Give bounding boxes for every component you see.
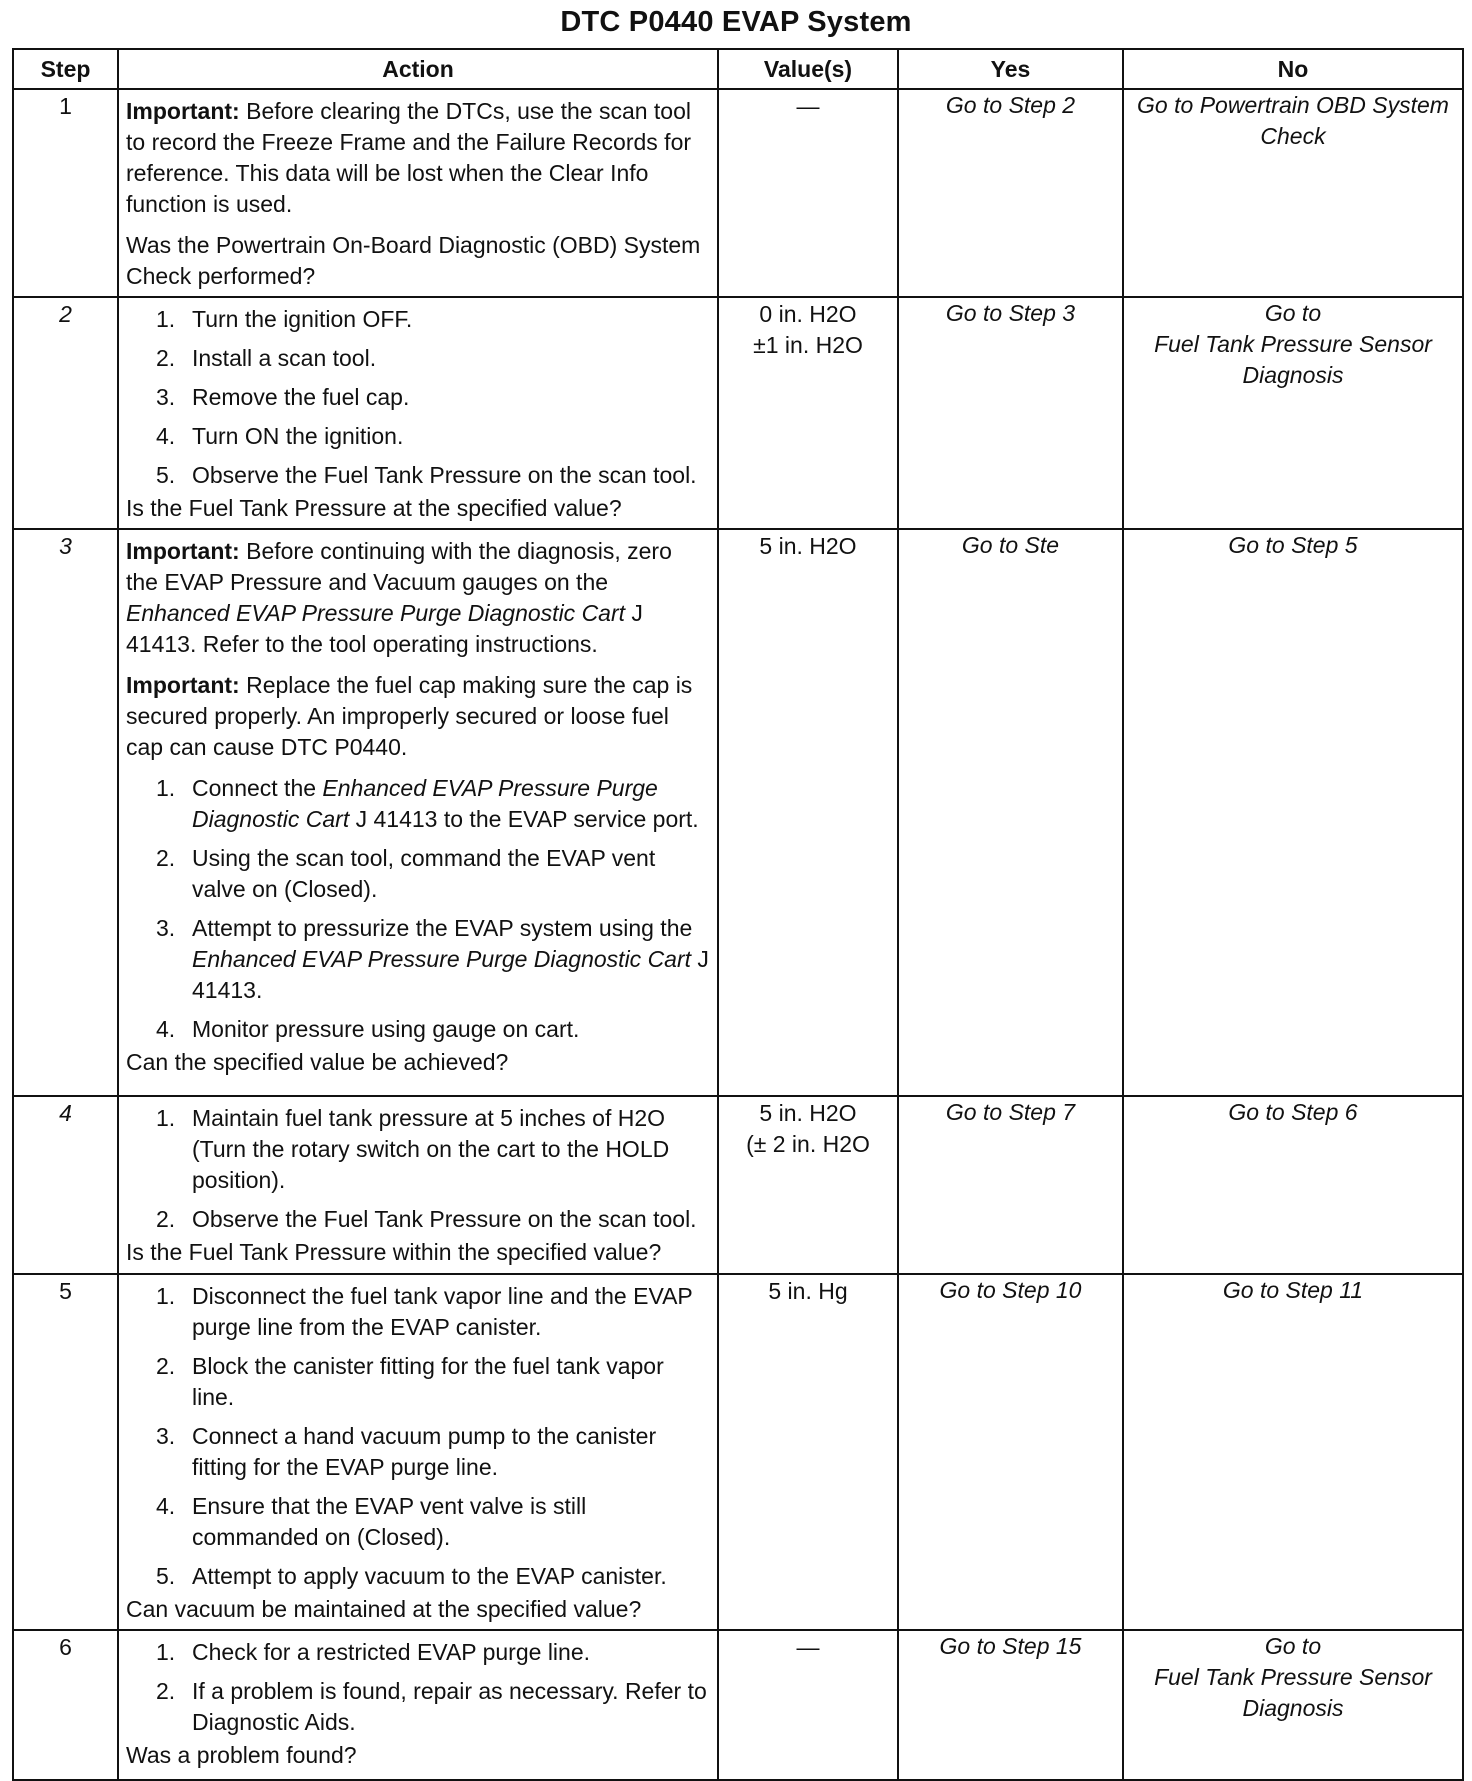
- important-note: Important: Before continuing with the diagnosis, zero the EVAP Pressure and Vacuum gauges on the Enhanced EVAP Pressure Purge Diagnostic Cart J 41413. Refer to the tool operating instructions.: [126, 538, 672, 657]
- question: Can vacuum be maintained at the specified value?: [126, 1596, 642, 1622]
- list-item: 5. Attempt to apply vacuum to the EVAP canister.: [156, 1563, 667, 1589]
- list-item: 2. If a problem is found, repair as necessary. Refer to Diagnostic Aids.: [156, 1678, 707, 1735]
- list-item: 4. Ensure that the EVAP vent valve is still commanded on (Closed).: [156, 1493, 587, 1550]
- step-number: 6: [13, 1630, 118, 1780]
- action-cell: [118, 1274, 718, 1630]
- no-link[interactable]: Go to Step 5: [1123, 529, 1463, 1096]
- list-item: 4. Monitor pressure using gauge on cart.: [156, 1016, 580, 1042]
- procedure-list: [126, 1637, 709, 1738]
- diagnostic-table: [12, 48, 1464, 1781]
- yes-link[interactable]: Go to Ste: [898, 529, 1123, 1096]
- question: Can the specified value be achieved?: [126, 1049, 509, 1075]
- header-row: [13, 49, 1463, 89]
- list-item: 2. Block the canister fitting for the fuel tank vapor line.: [156, 1353, 664, 1410]
- header-no: No: [1123, 49, 1463, 89]
- list-item: 1. Disconnect the fuel tank vapor line and the EVAP purge line from the EVAP canister.: [156, 1283, 693, 1340]
- step-number: 5: [13, 1274, 118, 1630]
- no-link[interactable]: Go to Step 6: [1123, 1096, 1463, 1274]
- value-cell: 5 in. H2O (± 2 in. H2O: [718, 1096, 898, 1274]
- table-row: [13, 529, 1463, 1096]
- question: Was the Powertrain On-Board Diagnostic (OBD) System Check performed?: [126, 232, 701, 289]
- list-item: 5. Observe the Fuel Tank Pressure on the scan tool.: [156, 462, 697, 488]
- action-cell: [118, 529, 718, 1096]
- list-item: 3. Attempt to pressurize the EVAP system using the Enhanced EVAP Pressure Purge Diagnostic Cart J 41413.: [156, 915, 709, 1003]
- list-item: 4. Turn ON the ignition.: [156, 423, 404, 449]
- value-cell: —: [718, 89, 898, 297]
- value-cell: 0 in. H2O ±1 in. H2O: [718, 297, 898, 529]
- list-item: 1. Connect the Enhanced EVAP Pressure Purge Diagnostic Cart J 41413 to the EVAP service port.: [156, 775, 699, 832]
- table-row: [13, 1274, 1463, 1630]
- action-cell: [118, 297, 718, 529]
- yes-link[interactable]: Go to Step 7: [898, 1096, 1123, 1274]
- list-item: 1. Maintain fuel tank pressure at 5 inches of H2O (Turn the rotary switch on the cart to the HOLD position).: [156, 1105, 670, 1193]
- yes-link[interactable]: Go to Step 3: [898, 297, 1123, 529]
- step-number: 1: [13, 89, 118, 297]
- list-item: 2. Observe the Fuel Tank Pressure on the scan tool.: [156, 1206, 697, 1232]
- question: Is the Fuel Tank Pressure within the specified value?: [126, 1239, 662, 1265]
- no-link[interactable]: Go to Fuel Tank Pressure Sensor Diagnosis: [1123, 1630, 1463, 1780]
- table-row: [13, 297, 1463, 529]
- list-item: 2. Using the scan tool, command the EVAP vent valve on (Closed).: [156, 845, 656, 902]
- question: Was a problem found?: [126, 1742, 357, 1768]
- step-number: 3: [13, 529, 118, 1096]
- important-note: Important: Replace the fuel cap making sure the cap is secured properly. An improperly secured or loose fuel cap can cause DTC P0440.: [126, 672, 693, 760]
- no-link[interactable]: Go to Fuel Tank Pressure Sensor Diagnosis: [1123, 297, 1463, 529]
- yes-link[interactable]: Go to Step 10: [898, 1274, 1123, 1630]
- header-yes: Yes: [898, 49, 1123, 89]
- list-item: 2. Install a scan tool.: [156, 345, 377, 371]
- procedure-list: [126, 304, 709, 491]
- step-number: 2: [13, 297, 118, 529]
- list-item: 3. Remove the fuel cap.: [156, 384, 410, 410]
- header-action: Action: [118, 49, 718, 89]
- no-link[interactable]: Go to Powertrain OBD System Check: [1123, 89, 1463, 297]
- yes-link[interactable]: Go to Step 15: [898, 1630, 1123, 1780]
- no-link[interactable]: Go to Step 11: [1123, 1274, 1463, 1630]
- question: Is the Fuel Tank Pressure at the specified value?: [126, 495, 622, 521]
- procedure-list: [126, 1281, 709, 1592]
- value-cell: 5 in. Hg: [718, 1274, 898, 1630]
- step-number: 4: [13, 1096, 118, 1274]
- list-item: 1. Check for a restricted EVAP purge line.: [156, 1639, 591, 1665]
- procedure-list: [126, 773, 709, 1045]
- important-note: Important: Before clearing the DTCs, use the scan tool to record the Freeze Frame and the Failure Records for reference. This data will be lost when the Clear Info function is used.: [126, 98, 692, 217]
- list-item: 3. Connect a hand vacuum pump to the canister fitting for the EVAP purge line.: [156, 1423, 657, 1480]
- procedure-list: [126, 1103, 709, 1235]
- header-step: Step: [13, 49, 118, 89]
- page-title: DTC P0440 EVAP System: [560, 6, 912, 38]
- table-row: [13, 1096, 1463, 1274]
- action-cell: [118, 1096, 718, 1274]
- action-cell: [118, 89, 718, 297]
- value-cell: —: [718, 1630, 898, 1780]
- table-row: [13, 89, 1463, 297]
- list-item: 1. Turn the ignition OFF.: [156, 306, 413, 332]
- header-values: Value(s): [718, 49, 898, 89]
- yes-link[interactable]: Go to Step 2: [898, 89, 1123, 297]
- value-cell: 5 in. H2O: [718, 529, 898, 1096]
